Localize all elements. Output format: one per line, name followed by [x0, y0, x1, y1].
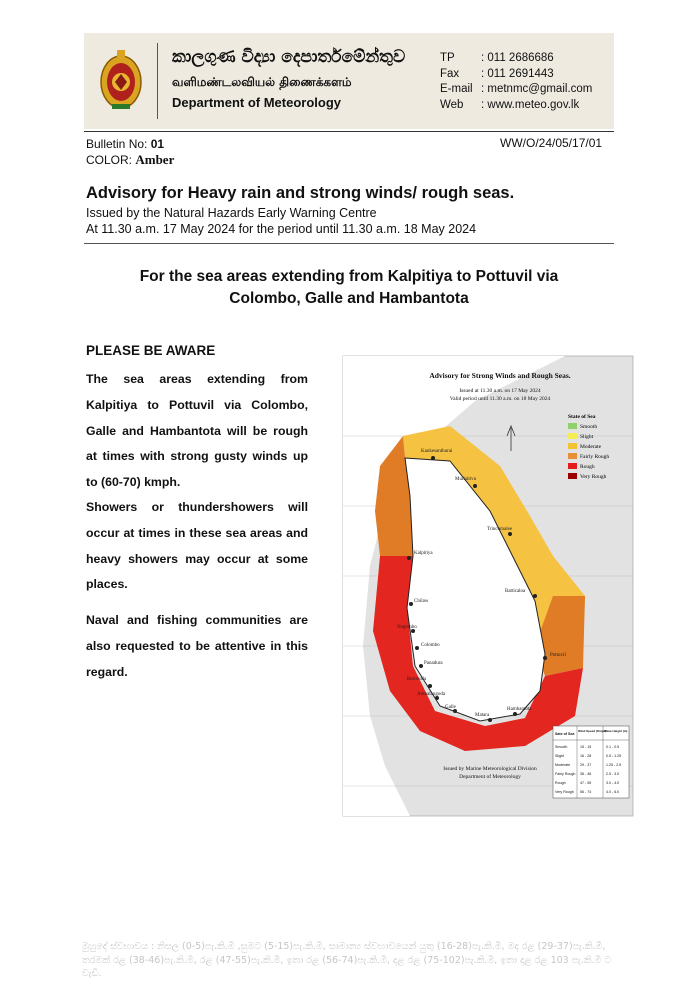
contact-tp: TP : 011 2686686 [440, 52, 554, 64]
legend-swatch-very-rough [568, 473, 577, 479]
issued-at: At 11.30 a.m. 17 May 2024 for the period until 11.30 a.m. 18 May 2024 [86, 222, 477, 236]
dept-name-sinhala: කාලගුණ විද්‍යා දෙපාර්තමේන්තුව [172, 47, 406, 67]
table-cell: 4.0 - 6.0 [606, 790, 620, 794]
place-label: Beruwala [407, 677, 427, 682]
bulletin-info: Bulletin No: 01 COLOR: Amber [86, 137, 175, 167]
table-cell: 0.5 - 1.25 [606, 754, 622, 758]
place-label: Hambantota [507, 707, 532, 712]
issued-by: Issued by the Natural Hazards Early Warning Centre [86, 206, 377, 220]
place-label: Kalpitiya [414, 551, 433, 556]
legend-swatch-slight [568, 433, 577, 439]
title-rule [84, 243, 614, 244]
map-credit-division: Issued by Marine Meteorological Division [443, 766, 537, 772]
table-cell: 15 - 15 [580, 745, 592, 749]
place-label: Mullaitivu [455, 477, 477, 482]
place-label: Galle [445, 705, 456, 710]
place-label: Batticaloa [505, 589, 526, 594]
table-cell: 3.0 - 4.0 [606, 781, 620, 785]
header-divider [157, 43, 158, 119]
place-label: Matara [475, 713, 490, 718]
table-cell: Very Rough [555, 790, 574, 794]
place-label: Negombo [397, 625, 417, 630]
legend-swatch-moderate [568, 443, 577, 449]
bulletin-number: 01 [150, 137, 165, 151]
table-cell: 56 - 74 [580, 790, 592, 794]
table-header: Wind Speed (Kmph) [578, 729, 607, 733]
map-valid: Valid period until 11.30 a.m. on 18 May 2024 [449, 396, 551, 402]
place-label: Trincomalee [487, 527, 513, 532]
contact-block [440, 51, 592, 113]
table-header: Wave Height (m) [604, 729, 628, 733]
paragraph-communities: Naval and fishing communities are also requested to be attentive in this regard. [86, 613, 308, 679]
map-credit-department: Department of Meteorology [459, 774, 521, 780]
table-cell: 47 - 55 [580, 781, 592, 785]
map-issued: Issued at 11.30 a.m. on 17 May 2024 [459, 388, 541, 394]
legend-label: Moderate [580, 444, 602, 450]
place-label: Chilaw [414, 599, 429, 604]
footer-sinhala-legend: මුහුදේ ස්වභාවය : නිසල (0-5)පැ.කි.මී ,සුමට (5-15)පැ.කි.මී, සාමාන්‍ය ස්වභාවයෙන් යුතු (16-28)පැ.කි.මී, මද රළ (29-37)පැ.කි.මී, තරමක් රළ (38-46)පැ.කි.මී, රළ (47-55)පැ.කි.මී, ඉතා රළ (56-74)පැ.කි.මී, දළ රළ (75-102)පැ.කි.මී, ඉතා දළ රළ 103 පැ.කි.මී ට වැඩි. [82, 941, 612, 979]
place-label: Kankesanthurai [421, 449, 453, 454]
table-cell: Smooth [555, 745, 568, 749]
bulletin-color: Amber [135, 152, 175, 167]
contact-fax: Fax : 011 2691443 [440, 67, 554, 80]
map-sea-state-table [553, 726, 629, 798]
place-label: Ambalangoda [417, 692, 446, 697]
letterhead [84, 33, 614, 129]
place-label: Colombo [421, 643, 440, 648]
sea-state-map [325, 346, 640, 826]
place-label: Panadura [424, 661, 443, 666]
table-cell: Rough [555, 781, 566, 785]
table-cell: 2.5 - 3.0 [606, 772, 620, 776]
place-label: Pottuvil [550, 653, 566, 658]
legend-title: State of Sea [568, 414, 596, 420]
table-cell: 38 - 46 [580, 772, 592, 776]
legend-label: Very Rough [580, 474, 607, 480]
table-cell: Moderate [555, 763, 571, 767]
legend-label: Slight [580, 434, 594, 440]
bulletin-reference: WW/O/24/05/17/01 [500, 136, 603, 150]
legend-swatch-smooth [568, 423, 577, 429]
legend-label: Smooth [580, 424, 598, 430]
legend-label: Fairly Rough [580, 454, 610, 460]
legend-label: Rough [580, 464, 595, 470]
table-cell: 0.1 - 0.5 [606, 745, 620, 749]
table-cell: 29 - 37 [580, 763, 592, 767]
table-cell: 16 - 28 [580, 754, 592, 758]
paragraph-showers: Showers or thundershowers will occur at times in these sea areas and heavy showers may occur at some places. [86, 500, 308, 592]
table-cell: Slight [555, 754, 564, 758]
aware-heading: PLEASE BE AWARE [86, 343, 216, 358]
dept-name-english: Department of Meteorology [172, 95, 342, 110]
dept-name-tamil: வளிமண்டலவியல் திணைக்களம் [172, 75, 352, 89]
sri-lanka-emblem-icon [98, 46, 144, 112]
legend-swatch-rough [568, 463, 577, 469]
header-rule [84, 131, 614, 132]
table-cell: Fairly Rough [555, 772, 576, 776]
table-header: Sate of Sea [555, 732, 575, 736]
paragraph-rough-seas: The sea areas extending from Kalpitiya to Pottuvil via Colombo, Galle and Hambantota will be rough at times with strong gusty winds up to (60-70) kmph. [86, 372, 308, 490]
map-title: Advisory for Strong Winds and Rough Seas. [429, 371, 571, 380]
advisory-title: Advisory for Heavy rain and strong winds/ rough seas. [86, 184, 515, 202]
legend-swatch-fairly-rough [568, 453, 577, 459]
contact-web: Web : www.meteo.gov.lk [440, 98, 580, 111]
sea-area-heading: For the sea areas extending from Kalpitiya to Pottuvil via Colombo, Galle and Hambantota [139, 268, 559, 307]
table-cell: 1.25 - 2.5 [606, 763, 622, 767]
contact-email: E-mail : metnmc@gmail.com [440, 83, 593, 95]
